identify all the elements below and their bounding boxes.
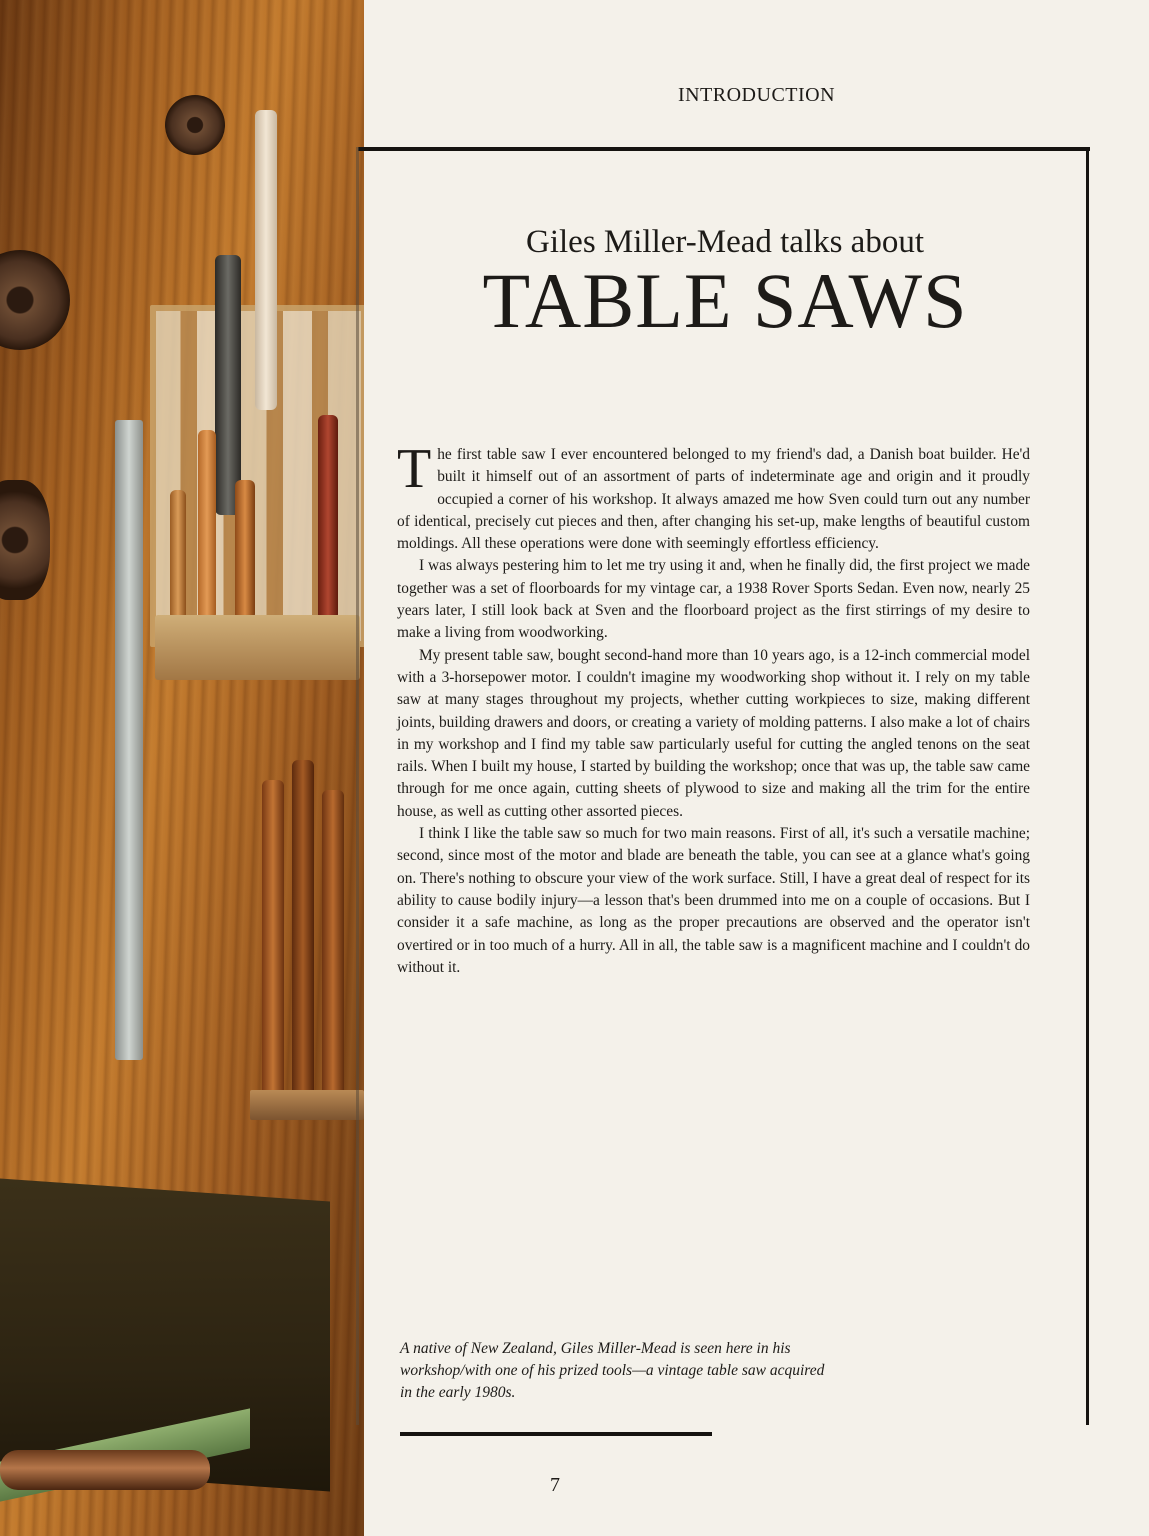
chisel-handle bbox=[255, 110, 277, 410]
article-subtitle: Giles Miller-Mead talks about bbox=[526, 224, 924, 260]
turning-tool bbox=[292, 760, 314, 1100]
paragraph-text: he first table saw I ever encountered belonged to my friend's dad, a Danish boat builder. He'd built it himself out of an assortment of parts of indeterminate age and origin and it proudly occupied a corner of his workshop. It always amazed me how Sven could turn out any number of identical, precisely cut pieces and then, after changing his set-up, make lengths of beautiful custom moldings. All these operations were done with seemingly effortless efficiency. bbox=[397, 446, 1030, 553]
frame-bottom-rule bbox=[400, 1432, 712, 1436]
tool-shelf bbox=[155, 615, 360, 680]
frame-right-rule bbox=[1086, 147, 1089, 1425]
workshop-photo bbox=[0, 0, 364, 1536]
article-paragraph: My present table saw, bought second-hand more than 10 years ago, is a 12-inch commercial model with a 3-horsepower motor. I couldn't imagine my woodworking shop without it. I rely on my table saw at many stages throughout my projects, whether cutting workpieces to size, making different joints, building drawers and doors, or creating a variety of molding patterns. I also make a lot of chairs in my workshop and I find my table saw particularly useful for cutting the angled tenons on the seat rails. When I built my house, I started by building the workshop; once that was up, the table saw came through for me once again, cutting sheets of plywood to size and making all the trim for the entire house, as well as cutting other assorted pieces. bbox=[397, 646, 1030, 820]
chisel-handle bbox=[170, 490, 186, 620]
frame-top-rule bbox=[358, 147, 1090, 151]
frame-left-rule bbox=[356, 147, 359, 1425]
chisel-handle bbox=[198, 430, 216, 620]
table-saw-leg bbox=[0, 1450, 210, 1490]
chisel-handle bbox=[215, 255, 241, 515]
article-paragraph: I think I like the table saw so much for two main reasons. First of all, it's such a versatile machine; second, since most of the motor and blade are beneath the table, you can see at a glance what's going on. There's nothing to obscure your view of the work surface. Still, I have a great deal of respect for its ability to cause bodily injury—a lesson that's been drummed into me on a couple of occasions. But I consider it a safe machine, as long as the proper precautions are observed and the operator isn't overtired or in too much of a hurry. All in all, the table saw is a magnificent machine and I couldn't do without it. bbox=[397, 825, 1030, 976]
article-title: TABLE SAWS bbox=[482, 257, 968, 344]
metal-rule bbox=[115, 420, 143, 1060]
article-paragraph: I was always pestering him to let me try using it and, when he finally did, the first project we made together was a set of floorboards for my vintage car, a 1938 Rover Sports Sedan. Even now, nearly 25 years later, I still look back at Sven and the floorboard project as the first stirrings of my desire to make a living from woodworking. bbox=[397, 557, 1030, 642]
photo-caption: A native of New Zealand, Giles Miller-Mead is seen here in his workshop/with one of his prized tools—a vintage table saw acquired in the early 1980s. bbox=[400, 1340, 825, 1401]
wall-pulley bbox=[0, 480, 50, 600]
tool-ledge bbox=[250, 1090, 364, 1120]
chisel-handle bbox=[235, 480, 255, 620]
wall-pulley bbox=[165, 95, 225, 155]
turning-tool bbox=[262, 780, 284, 1100]
page-number: 7 bbox=[550, 1474, 560, 1496]
article-paragraph bbox=[397, 438, 1030, 555]
article-body bbox=[397, 438, 1030, 979]
turning-tool bbox=[322, 790, 344, 1100]
section-label: INTRODUCTION bbox=[677, 84, 836, 106]
chisel-handle bbox=[318, 415, 338, 620]
drop-cap: T bbox=[397, 438, 432, 500]
